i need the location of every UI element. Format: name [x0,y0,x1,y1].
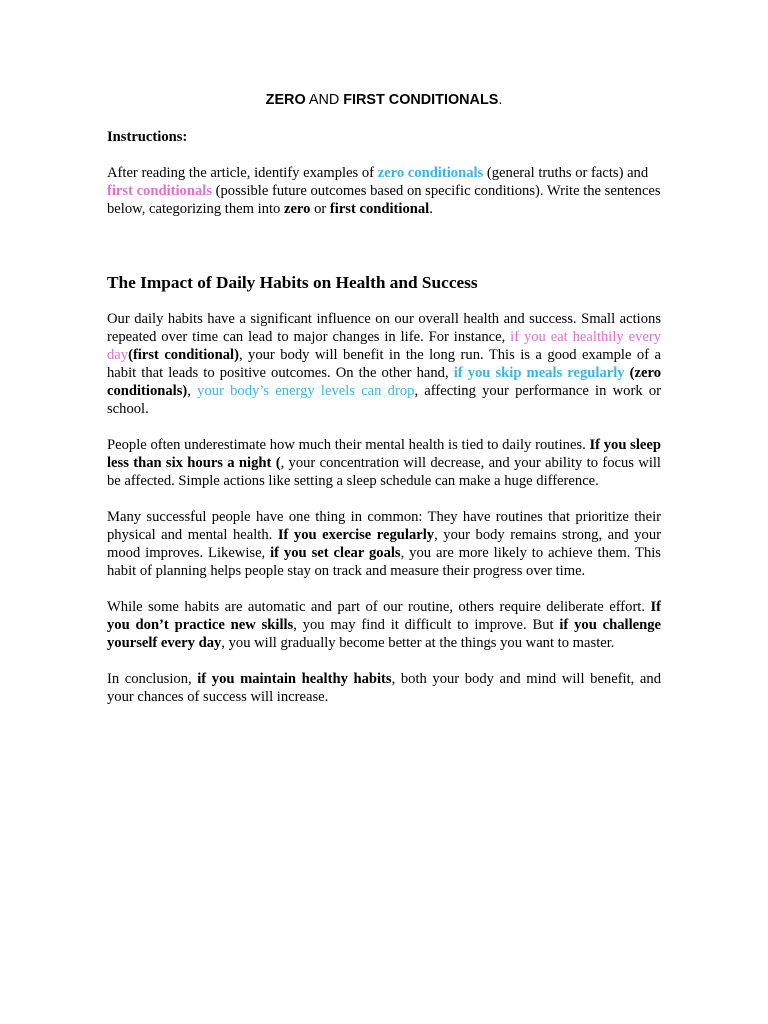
instructions-first-bold: first conditional [329,201,430,217]
article-paragraph-3 [107,508,661,580]
p1-blue-example: if you skip meals regularly [453,365,625,381]
p1-text-3: , [187,383,198,399]
instructions-text-1: After reading the article, identify examples of [107,165,378,181]
p5-text-1: In conclusion, [107,671,198,687]
p5-text-2: , both your body and mind will benefit, and your chances of success will increase. [107,671,661,705]
p3-text-3: , you are more likely to achieve them. This habit of planning helps people stay on track and measure their progress over time. [107,545,661,579]
instructions-body [107,164,661,218]
p2-bold-example: If you sleep less than six hours a night ( [107,437,661,471]
p4-text-1: While some habits are automatic and part of our routine, others require deliberate effort. [107,599,651,615]
instructions-first-conditionals: first conditionals [107,183,212,199]
document-page [107,90,661,706]
p5-bold-example: if you maintain healthy habits [197,671,392,687]
instructions-text-4: or [310,201,330,217]
instructions-zero-bold: zero [283,201,311,217]
p4-text-2: , you may find it difficult to improve. But [293,617,560,633]
article-paragraph-2 [107,436,661,490]
title-and: AND [305,92,344,108]
instructions-text-3: (possible future outcomes based on specific conditions). Write the sentences below, categorizing them into [107,183,661,217]
p3-bold-example-1: If you exercise regularly [277,527,435,543]
instructions-heading: Instructions: [107,129,188,145]
article-paragraph-1 [107,310,661,418]
p4-bold-example-2: if you challenge yourself every day [107,617,662,651]
p1-zero-conditional-label: (zero conditionals) [107,365,662,399]
instructions-zero-conditionals: zero conditionals [377,165,484,181]
title-period: . [498,92,503,108]
instructions-text-2: (general truths or facts) and [483,165,649,181]
p2-text-2: , your concentration will decrease, and your ability to focus will be affected. Simple actions like setting a sleep schedule can make a huge difference. [107,455,661,489]
article-paragraph-4 [107,598,661,652]
p3-text-1: Many successful people have one thing in common: They have routines that prioritize their physical and mental health. [107,509,661,543]
p4-bold-example-1: If you don’t practice new skills [107,599,661,633]
p1-first-conditional-label: (first conditional) [128,347,239,363]
p2-text-1: People often underestimate how much their mental health is tied to daily routines. [107,437,590,453]
article-paragraph-5 [107,670,661,706]
p1-text-2: , your body will benefit in the long run. This is a good example of a habit that leads to positive outcomes. On the other hand, [107,347,661,381]
p1-text-1: Our daily habits have a significant influence on our overall health and success. Small actions repeated over time can lead to major changes in life. For instance, [107,311,661,345]
article-title: The Impact of Daily Habits on Health and Success [107,273,478,292]
p4-text-3: , you will gradually become better at the things you want to master. [221,635,615,651]
p1-pink-example: if you eat healthily every day [107,329,661,363]
title-first-conditionals: FIRST CONDITIONALS [343,92,499,108]
instructions-text-5: . [429,201,433,217]
title-zero: ZERO [265,92,306,108]
p1-text-4: , affecting your performance in work or school. [107,383,661,417]
document-title [107,90,661,110]
p3-text-2: , your body remains strong, and your mood improves. Likewise, [107,527,661,561]
p3-bold-example-2: if you set clear goals [270,545,401,561]
p1-blue-result: your body’s energy levels can drop [197,383,415,399]
